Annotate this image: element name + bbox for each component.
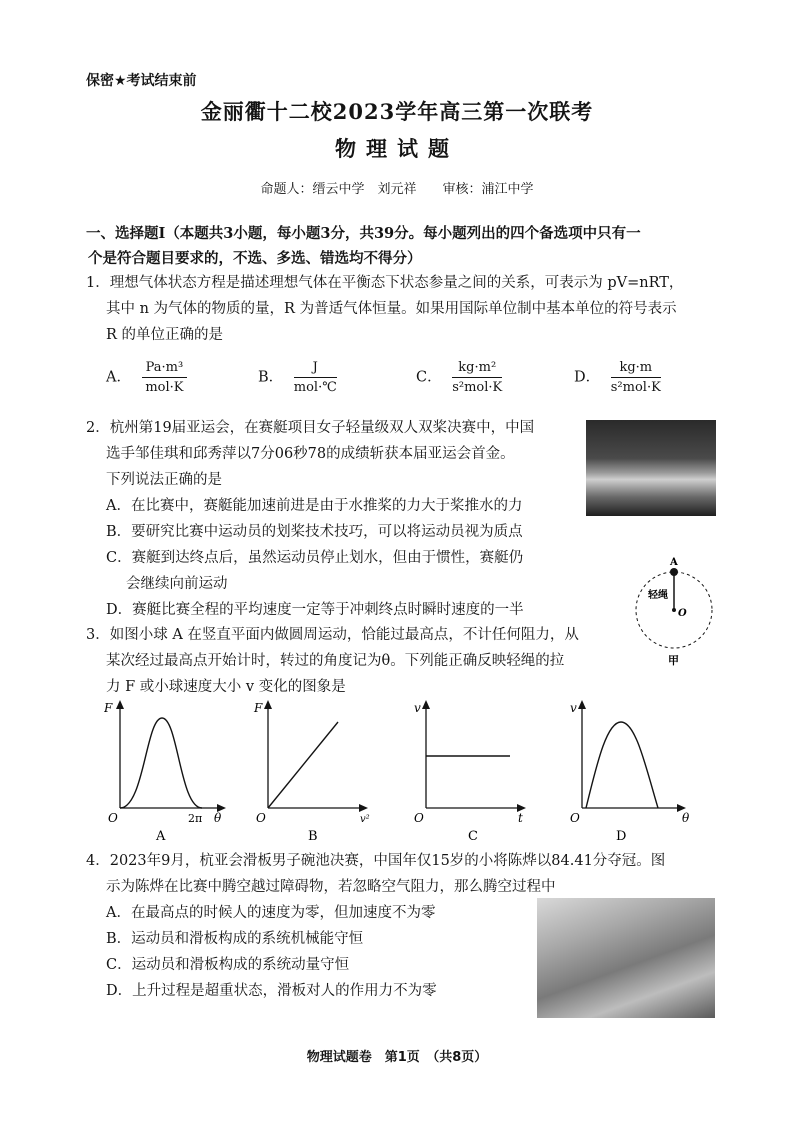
- graph-b-x-arrow: [359, 804, 368, 812]
- graph-c-caption: C: [468, 829, 478, 844]
- label-center-o: O: [678, 608, 687, 619]
- exam-title: 金丽衢十二校2023学年高三第一次联考: [200, 99, 594, 124]
- question-1: [86, 270, 726, 348]
- graph-a-y-label: F: [104, 701, 113, 715]
- circle-diagram: [628, 552, 720, 672]
- q2-line2: 选手邹佳琪和邱秀萍以7分06秒78的成绩斩获本届亚运会首金。: [106, 446, 515, 462]
- confidential-mark: 保密★考试结束前: [86, 73, 197, 89]
- question-3: [86, 622, 626, 700]
- q1-b-numerator: J: [294, 360, 337, 378]
- q1-c-numerator: kg·m²: [452, 360, 502, 378]
- q1-option-b: B． $\frac{J}{\text{mol·℃}}$: [258, 360, 337, 395]
- graph-c-y-arrow: [422, 700, 430, 709]
- q4-line1: 4．2023年9月，杭亚会滑板男子碗池决赛，中国年仅15岁的小将陈烨以84.41分夺冠。图: [86, 853, 666, 869]
- q1-a-numerator: Pa·m³: [142, 360, 188, 378]
- q2-option-b: B．要研究比赛中运动员的划桨技术技巧，可以将运动员视为质点: [106, 524, 523, 540]
- q1-a-denominator: mol·K: [145, 380, 184, 395]
- diagram-caption: 甲: [668, 654, 679, 667]
- q2-option-a: A．在比赛中，赛艇能加速前进是由于水推桨的力大于桨推水的力: [106, 498, 523, 514]
- label-rope: 轻绳: [648, 590, 668, 601]
- graph-b: [252, 698, 380, 848]
- q1-b-denominator: mol·℃: [293, 380, 337, 395]
- graph-d-curve: [586, 722, 658, 808]
- graph-d-x-label: θ: [682, 811, 690, 825]
- graph-d-y-label: v: [570, 701, 577, 715]
- graph-b-origin: O: [256, 811, 266, 825]
- q1-option-c: C． $\frac{\text{kg·m²}}{\text{s²mol·K}}$: [416, 360, 503, 395]
- graph-b-line: [268, 722, 338, 808]
- q1-d-numerator: kg·m: [611, 360, 661, 378]
- graph-d-origin: O: [570, 811, 580, 825]
- q2-option-d: D．赛艇比赛全程的平均速度一定等于冲刺终点时瞬时速度的一半: [106, 602, 524, 618]
- q1-option-d: D． $\frac{kg\cdot m}{\text{s²mol·K}}$: [574, 360, 661, 395]
- q3-line1: 3．如图小球 A 在竖直平面内做圆周运动，恰能过最高点，不计任何阻力，从: [86, 627, 579, 643]
- graph-a-curve: [120, 718, 202, 808]
- graph-a-caption: A: [156, 829, 166, 844]
- graph-c: [410, 698, 538, 848]
- skateboard-photo: [537, 898, 715, 1018]
- q4-option-a: A．在最高点的时候人的速度为零，但加速度不为零: [106, 905, 436, 921]
- graph-b-y-arrow: [264, 700, 272, 709]
- graph-c-y-label: v: [414, 701, 421, 715]
- subject-title: 物理试题: [335, 136, 459, 161]
- page-footer: 物理试题卷 第1页 （共8页）: [306, 1050, 488, 1065]
- section-heading: [86, 221, 726, 271]
- ball-a: [670, 568, 678, 576]
- q4-line2: 示为陈烨在比赛中腾空越过障碍物，若忽略空气阻力，那么腾空过程中: [106, 879, 556, 895]
- graph-a-origin: O: [108, 811, 118, 825]
- q2-line3: 下列说法正确的是: [106, 472, 222, 488]
- section-heading-line2: 个是符合题目要求的，不选、多选、错选均不得分）: [88, 250, 422, 267]
- graph-b-caption: B: [308, 829, 318, 844]
- graph-a-x-label: θ: [214, 811, 222, 825]
- q3-line3: 力 F 或小球速度大小 v 变化的图象是: [106, 679, 346, 695]
- q1-line3: R 的单位正确的是: [106, 327, 224, 343]
- q1-line2: 其中 n 为气体的物质的量，R 为普适气体恒量。如果用国际单位制中基本单位的符号表示: [106, 301, 677, 317]
- q1-option-a: A． $\frac{\text{Pa·m³}}{\text{mol·K}}$: [106, 360, 187, 395]
- question-2: [86, 415, 586, 623]
- graph-d-y-arrow: [578, 700, 586, 709]
- graph-d-caption: D: [616, 829, 627, 844]
- graph-b-y-label: F: [254, 701, 263, 715]
- q4-option-b: B．运动员和滑板构成的系统机械能守恒: [106, 931, 364, 947]
- q1-c-denominator: s²mol·K: [452, 380, 503, 395]
- author-line: 命题人：缙云中学 刘元祥 审核：浦江中学: [260, 182, 534, 197]
- graph-a-tick-2pi: 2π: [188, 812, 203, 825]
- q2-line1: 2．杭州第19届亚运会，在赛艇项目女子轻量级双人双桨决赛中，中国: [86, 420, 535, 436]
- q1-d-denominator: s²mol·K: [610, 380, 661, 395]
- graph-a-y-arrow: [116, 700, 124, 709]
- q4-option-c: C．运动员和滑板构成的系统动量守恒: [106, 957, 350, 973]
- q3-line2: 某次经过最高点开始计时，转过的角度记为θ。下列能正确反映轻绳的拉: [106, 653, 565, 669]
- q2-option-c-line2: 会继续向前运动: [126, 576, 228, 592]
- label-point-a: A: [670, 557, 678, 568]
- section-heading-line1: 一、选择题Ⅰ（本题共3小题，每小题3分，共39分。每小题列出的四个备选项中只有一: [86, 225, 641, 242]
- graph-d: [566, 698, 696, 848]
- q4-option-d: D．上升过程是超重状态，滑板对人的作用力不为零: [106, 983, 437, 999]
- graph-a: [104, 698, 232, 848]
- rowing-photo: [586, 420, 716, 516]
- graph-c-origin: O: [414, 811, 424, 825]
- graph-c-x-label: t: [518, 811, 523, 825]
- center-point: [672, 608, 676, 612]
- q2-option-c-line1: C．赛艇到达终点后，虽然运动员停止划水，但由于惯性，赛艇仍: [106, 550, 524, 566]
- graph-b-x-label: v²: [360, 814, 370, 825]
- q1-line1: 1．理想气体状态方程是描述理想气体在平衡态下状态参量之间的关系，可表示为 pV=nRT，: [86, 275, 684, 291]
